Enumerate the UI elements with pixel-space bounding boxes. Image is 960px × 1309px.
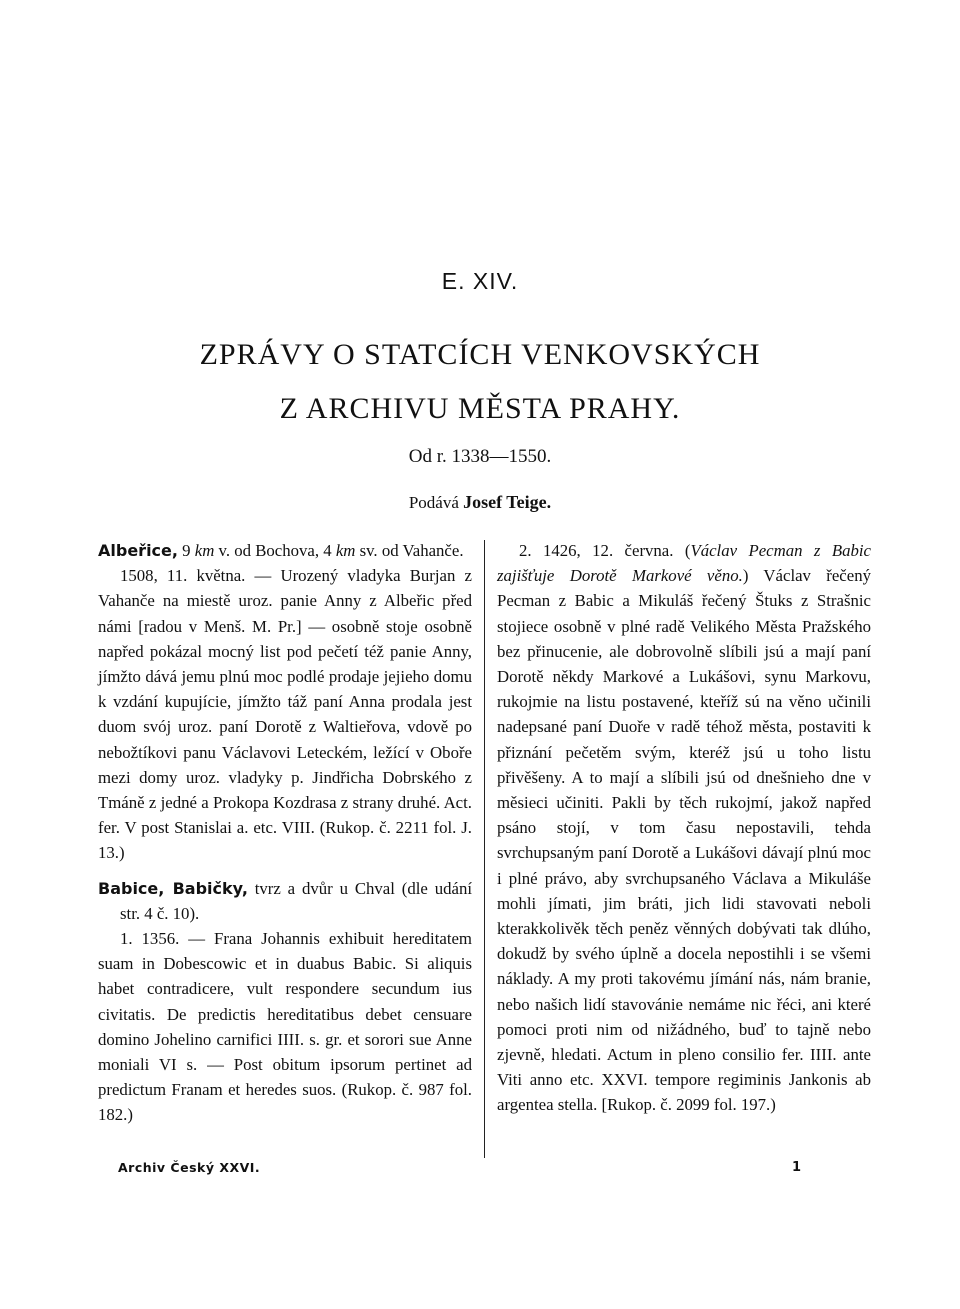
title-line-1: ZPRÁVY O STATCÍCH VENKOVSKÝCH xyxy=(199,338,761,371)
footer-journal: Archiv Český XXVI. xyxy=(118,1160,261,1175)
page-number: 1 xyxy=(792,1160,802,1175)
record-summary: Václav Pecman z Babic zajišťuje Dorotě Markové věno. xyxy=(497,541,871,586)
byline-author: Josef Teige. xyxy=(463,492,552,512)
entry-babice-body: 1. 1356. — Frana Johannis exhibuit hereditatem suam in Dobescowic et in duabus Babic. Si aliquis habet contradicere, vult respondere secundum ius civitatis. De predictis hereditatibus debet censuare domino Johelino carnifici IIII. s. gr. et sorori sue Anne moniali VI s. — Post obitum ipsorum pertinet ad predictum Franam et heredes suos. (Rukop. č. 987 fol. 182.) xyxy=(98,929,472,1125)
entry-headword: Babice, Babičky, xyxy=(98,878,248,898)
entry-babice-record-2: 2. 1426, 12. června. (Václav Pecman z Babic zajišťuje Dorotě Markové věno.) Václav řečený Pecman z Babic a Mikuláš řečený Štuks z Strašnic stojiece osobně v plné radě Velikého Města Pražského bez přinucenie, ale dobrovolně slíbili jsú a mají paní Dorotě někdy Markové a Lukášovi, synu Markovu, rukojmie na listu postavené, kteříž sú na věno učinili nadepsané paní Duoře v radě téhož města, postaviti k přiznání pečetěm svým, kteréž jsú u toho listu přivěšeny. A to mají a slíbili jsú od dnešnieho dne v měsieci učiniti. Pakli by těch rukojmí, jakož napřed psáno stojí, v tom času nepostavili, tehda svrchupsaným paní Dorotě a Lukášovi dávají plnú moc i plné právo, aby svrchupsaného Václava a Mikuláše mohli jímati, jim bráti, jich lidi stavovati neboli kterakkolivěk těch peněz věnných dobývati tak dlúho, dokudž by svého úplně a docela nepostihli i se všemi náklady. A my proti takovému jímání nás, nám branie, nebo našich lidí stavovánie nemáme nic řéci, ani které pomoci proti nim od nižádného, buď to tajně nebo zjevně, hledati. Actum in pleno consilio fer. IIII. ante Viti anno etc. XXVI. tempore regiminis Jankonis ab argentea stella. [Rukop. č. 2099 fol. 197.) xyxy=(497,541,871,1115)
entry-albrice-body: 1508, 11. května. — Urozený vladyka Burjan z Vahanče na miestě uroz. panie Anny z Albeřic před námi [radou v Menš. M. Pr.] — osobně stoje osobně napřed pokázal mocný list pod pečetí též panie Anny, jímžto dává jemu plnú moc podlé prodaje jejieho domu k vzdání kupujície, jímžto táž paní Anna prodala jest duom svój uroz. paní Dorotě z Waltieřova, vdově po nebožtíkovi panu Václavovi Leteckém, ležící v Oboře mezi domy uroz. vladyky p. Jindřicha Dobrského z Tmáně z jedné a Prokopa Kozdrasa z strany druhé. Act. fer. V post Stanislai a. etc. VIII. (Rukop. č. 2211 fol. J. 13.) xyxy=(98,566,472,863)
right-column xyxy=(497,538,871,1118)
left-column xyxy=(98,538,472,1128)
entry-babice-heading: Babice, Babičky, tvrz a dvůr u Chval (dle udání str. 4 č. 10). xyxy=(98,878,472,923)
entry-albrice-heading: Albeřice, 9 km v. od Bochova, 4 km sv. od Vahanče. xyxy=(98,541,464,560)
byline xyxy=(0,492,960,513)
byline-prefix: Podává xyxy=(408,493,459,512)
series-number: E. XIV. xyxy=(441,268,519,294)
column-divider xyxy=(484,540,485,1158)
entry-headword: Albeřice, xyxy=(98,541,178,560)
title-line-2: Z ARCHIVU MĚSTA PRAHY. xyxy=(279,392,681,425)
year-range: Od r. 1338—1550. xyxy=(408,446,552,467)
